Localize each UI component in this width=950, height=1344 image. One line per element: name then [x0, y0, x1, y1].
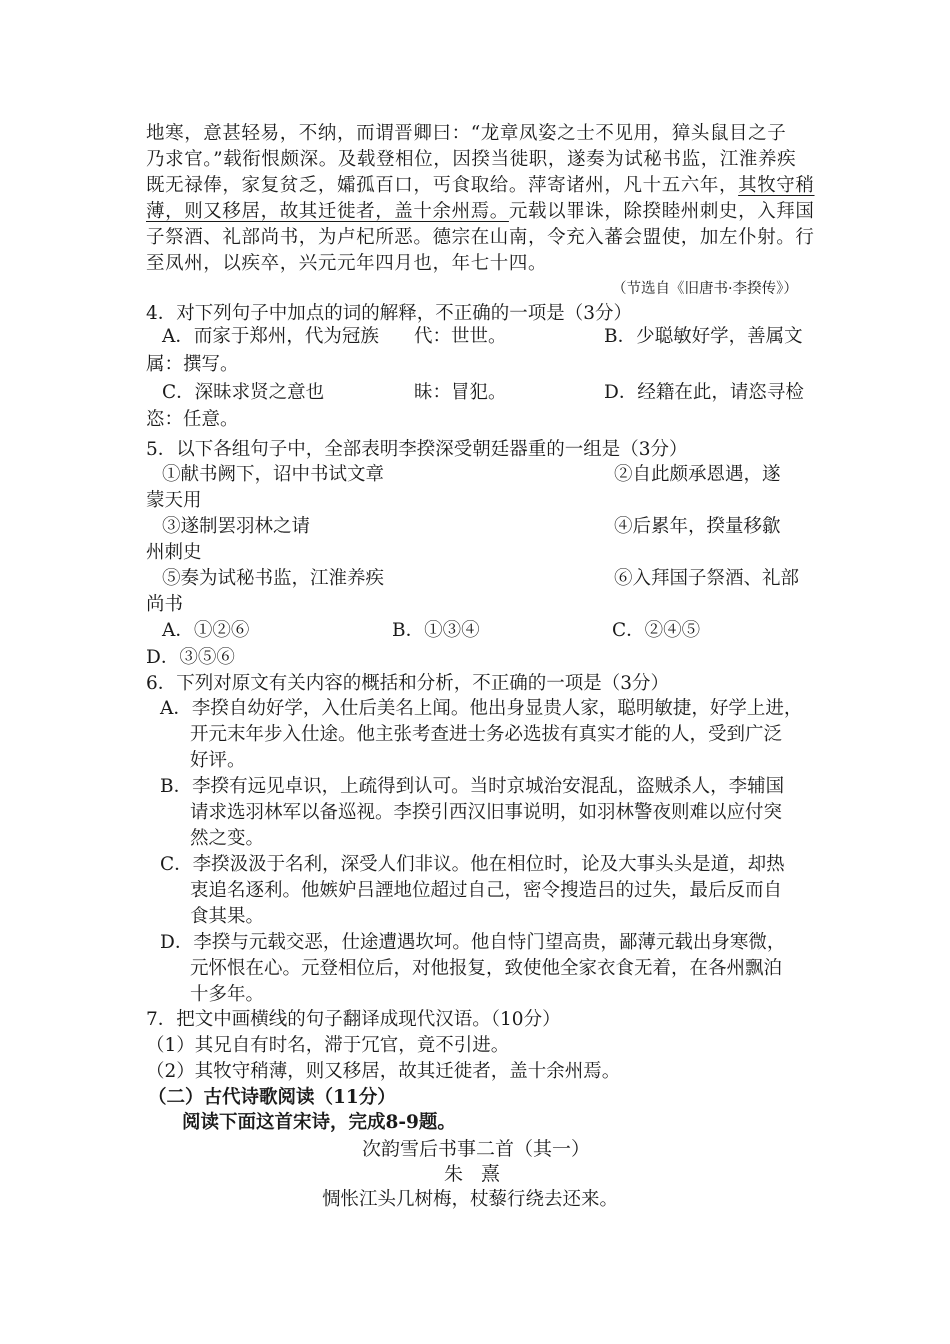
q6-option-a-line-3: 好评。: [190, 750, 246, 771]
q6-option-c-line-2: 衷追名逐利。他嫉妒吕諲地位超过自己，密令搜造吕的过失，最后反而自: [190, 880, 783, 901]
q6-option-a-line-1: A．李揆自幼好学，入仕后美名上闻。他出身显贵人家，聪明敏捷，好学上进，: [160, 698, 803, 719]
passage-line-3-text: 既无禄俸，家复贫乏，孀孤百口，丐食取给。萍寄诸州，凡十五六年，: [146, 175, 739, 196]
q6-option-b-line-3: 然之变。: [190, 828, 265, 849]
underlined-sentence-part-2: 薄，则又移居，故其迁徙者，盖十余州焉。: [146, 201, 509, 222]
q5-option-d: D．③⑤⑥: [146, 647, 235, 668]
section-heading: （二）古代诗歌阅读（11分）: [148, 1087, 396, 1108]
q4-option-b: B．少聪敏好学，善属文: [604, 326, 803, 347]
q6-option-d-line-3: 十多年。: [190, 984, 265, 1005]
q5-option-b: B．①③④: [392, 620, 480, 641]
q4-option-c-explanation: 昧：冒犯。: [414, 382, 507, 403]
q4-option-d-explanation: 恣：任意。: [146, 409, 239, 430]
q5-item-5: ⑤奏为试秘书监，江淮养疾: [162, 568, 385, 589]
q6-option-b-line-2: 请求选羽林军以备巡视。李揆引西汉旧事说明，如羽林警夜则难以应付突: [190, 802, 783, 823]
q6-option-c-line-3: 食其果。: [190, 906, 265, 927]
q4-option-a-explanation: 代：世世。: [414, 326, 507, 347]
q6-option-a-line-2: 开元末年步入仕途。他主张考查进士务必选拔有真实才能的人，受到广泛: [190, 724, 783, 745]
passage-line-4-text: 元载以罪诛，除揆睦州刺史，入拜国: [508, 201, 815, 222]
q7-stem: 7．把文中画横线的句子翻译成现代汉语。（10分）: [146, 1009, 561, 1030]
q6-option-b-line-1: B．李揆有远见卓识，上疏得到认可。当时京城治安混乱，盗贼杀人，李辅国: [160, 776, 785, 797]
poem-title: 次韵雪后书事二首（其一）: [362, 1138, 591, 1160]
q5-stem: 5．以下各组句子中，全部表明李揆深受朝廷器重的一组是（3分）: [146, 439, 688, 460]
q6-option-d-line-2: 元怀恨在心。元登相位后，对他报复，致使他全家衣食无着，在各州飘泊: [190, 958, 783, 979]
passage-line-3: [146, 173, 815, 199]
q4-option-d: D．经籍在此，请恣寻检: [604, 382, 804, 403]
passage-line-4: [146, 199, 815, 225]
poem-author: 朱熹: [444, 1163, 519, 1185]
passage-source: （节选自《旧唐书·李揆传》）: [612, 281, 798, 297]
q5-item-3: ③遂制罢羽林之请: [162, 516, 311, 537]
passage-line-2: 乃求官。”载衔恨颇深。及载登相位，因揆当徙职，遂奏为试秘书监，江淮养疾: [146, 149, 797, 170]
section-instruction: 阅读下面这首宋诗，完成8-9题。: [182, 1112, 456, 1133]
q5-item-1: ①献书阙下，诏中书试文章: [162, 464, 385, 485]
poem-line-1: 惆怅江头几树梅，杖藜行绕去还来。: [322, 1189, 619, 1210]
q7-sentence-1: （1）其兄自有时名，滞于冗官，竟不引进。: [146, 1035, 510, 1056]
passage-line-6: 至凤州，以疾卒，兴元元年四月也，年七十四。: [146, 253, 548, 274]
q4-option-a: A．而家于郑州，代为冠族: [162, 326, 379, 347]
q7-sentence-2: （2）其牧守稍薄，则又移居，故其迁徙者，盖十余州焉。: [146, 1061, 621, 1082]
q5-item-2-cont: 蒙天用: [146, 490, 202, 511]
q4-option-b-explanation: 属：撰写。: [146, 354, 239, 375]
q5-option-c: C．②④⑤: [612, 620, 701, 641]
passage-line-1: 地寒，意甚轻易，不纳，而谓晋卿曰：“龙章凤姿之士不见用，獐头鼠目之子: [146, 123, 787, 144]
q5-item-2: ②自此颇承恩遇，遂: [614, 464, 781, 485]
q4-option-c: C．深昧求贤之意也: [162, 382, 325, 403]
underlined-sentence-part-1: 其牧守稍: [738, 175, 815, 196]
q5-option-a: A．①②⑥: [162, 620, 250, 641]
q5-item-4: ④后累年，揆量移歙: [614, 516, 781, 537]
q4-stem: 4．对下列句子中加点的词的解释，不正确的一项是（3分）: [146, 303, 633, 324]
q6-stem: 6．下列对原文有关内容的概括和分析，不正确的一项是（3分）: [146, 673, 670, 694]
q6-option-c-line-1: C．李揆汲汲于名利，深受人们非议。他在相位时，论及大事头头是道，却热: [160, 854, 785, 875]
q6-option-d-line-1: D．李揆与元载交恶，仕途遭遇坎坷。他自恃门望高贵，鄙薄元载出身寒微，: [160, 932, 786, 953]
passage-line-5: 子祭酒、礼部尚书，为卢杞所恶。德宗在山南，令充入蕃会盟使，加左仆射。行: [146, 227, 815, 248]
q5-item-6: ⑥入拜国子祭酒、礼部: [614, 568, 800, 589]
q5-item-6-cont: 尚书: [146, 594, 184, 615]
q5-item-4-cont: 州刺史: [146, 542, 202, 563]
